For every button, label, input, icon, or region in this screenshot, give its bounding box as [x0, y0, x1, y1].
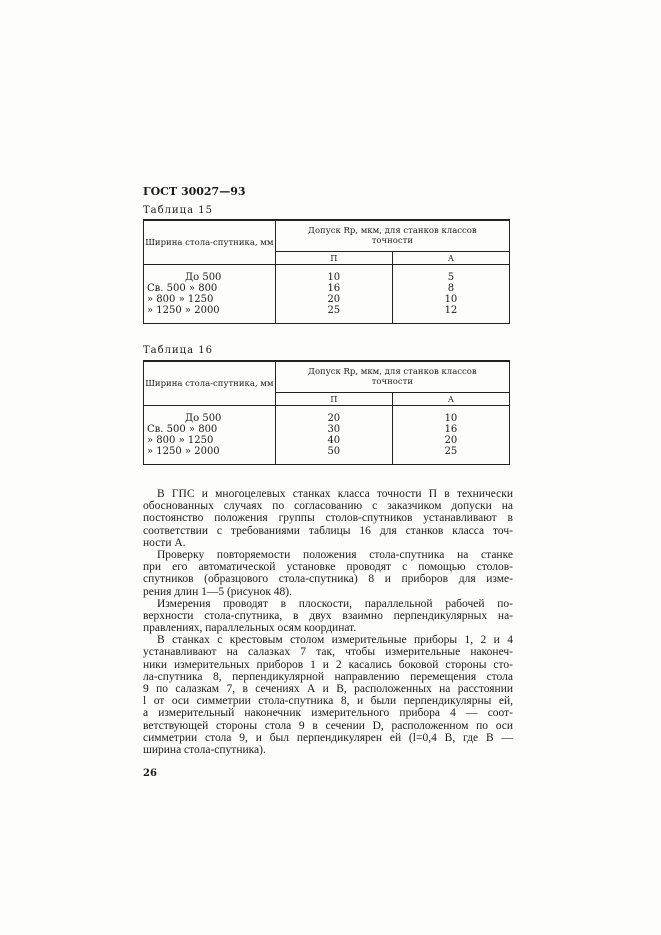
tolerance-p: 20 — [327, 294, 341, 305]
text-line: ники измерительных приборов 1 и 2 касались боковой стороны сто- — [143, 658, 513, 671]
tolerance-p: 16 — [327, 283, 341, 294]
text-line: Измерения проводят в плоскости, параллельной рабочей по- — [157, 597, 513, 610]
page-number: 26 — [143, 768, 157, 779]
text-line: l от оси симметрии стола-спутника 8, и были перпендикулярны ей, — [143, 695, 513, 708]
tolerance-a: 12 — [444, 305, 458, 316]
text-line: правлениях, параллельных осям координат. — [143, 622, 357, 635]
width-range: » 1250 » 2000 — [147, 446, 220, 457]
text-line: при его автоматической установке проводят с помощью столов- — [143, 561, 513, 574]
text-line: ветствующей стороны стола 9 в сечении D, расположенном по оси — [143, 719, 513, 732]
text-line: ширина стола-спутника). — [143, 743, 266, 756]
text-line: спутников (образцового стола-спутника) 8 и приборов для изме- — [143, 573, 513, 586]
tolerance-p: 20 — [327, 413, 341, 424]
column-header-class-p: П — [275, 393, 392, 406]
width-range: До 500 — [185, 272, 222, 283]
text-line: ности А. — [143, 536, 186, 549]
width-range: Св. 500 » 800 — [147, 283, 218, 294]
column-header-width: Ширина стола-спутника, мм — [144, 361, 276, 406]
tolerance-a: 20 — [444, 435, 458, 446]
tolerance-a: 25 — [444, 446, 458, 457]
tolerance-p: 40 — [327, 435, 341, 446]
table-caption: Таблица 16 — [143, 345, 213, 356]
text-line: верхности стола-спутника, в двух взаимно перпендикулярных на- — [143, 609, 513, 622]
tolerance-a: 10 — [444, 413, 458, 424]
tolerance-a: 16 — [444, 424, 458, 435]
tolerance-a: 5 — [447, 272, 455, 283]
text-line: постоянство положения группы столов-спутников устанавливают в — [143, 512, 513, 525]
body-text — [143, 488, 513, 756]
text-line: 9 по салазкам 7, в сечениях А и В, расположенных на расстоянии — [143, 683, 513, 695]
text-line: устанавливают на салазках 7 так, чтобы измерительные наконеч- — [143, 646, 513, 659]
text-line: а измерительный наконечник измерительного прибора 4 — соот- — [143, 707, 513, 720]
tolerance-table — [143, 219, 510, 324]
tolerance-p: 25 — [327, 305, 341, 316]
text-line: В станках с крестовым столом измерительные приборы 1, 2 и 4 — [157, 634, 513, 647]
text-line: Проверку повторяемости положения стола-спутника на станке — [157, 548, 513, 561]
tolerance-p: 50 — [327, 446, 341, 457]
tolerance-p: 10 — [327, 272, 341, 283]
text-line: рения длин 1—5 (рисунок 48). — [143, 585, 292, 598]
width-range: Св. 500 » 800 — [147, 424, 218, 435]
table-caption: Таблица 15 — [143, 205, 213, 216]
column-header-class-a: А — [392, 393, 509, 406]
column-header-tolerance: Допуск Rp, мкм, для станков классов точности — [275, 361, 509, 393]
text-line: обоснованных случаях по согласованию с заказчиком допуски на — [143, 500, 513, 513]
column-header-class-p: П — [275, 252, 392, 265]
width-range: » 1250 » 2000 — [147, 305, 220, 316]
text-line: симметрии стола 9, и был перпендикулярен ей (l=0,4 B, где B — — [143, 731, 513, 744]
tolerance-table — [143, 360, 510, 465]
width-range: » 800 » 1250 — [147, 294, 214, 305]
column-header-tolerance: Допуск Rp, мкм, для станков классов точности — [275, 220, 509, 252]
document-header: ГОСТ 30027—93 — [143, 185, 246, 198]
tolerance-p: 30 — [327, 424, 341, 435]
width-range: » 800 » 1250 — [147, 435, 214, 446]
text-line: ла-спутника 8, перпендикулярной направлению перемещения стола — [143, 670, 513, 683]
text-line: В ГПС и многоцелевых станках класса точности П в технически — [157, 488, 513, 500]
column-header-class-a: А — [392, 252, 509, 265]
width-range: До 500 — [185, 413, 222, 424]
tolerance-a: 10 — [444, 294, 458, 305]
column-header-width: Ширина стола-спутника, мм — [144, 220, 276, 265]
tolerance-a: 8 — [447, 283, 455, 294]
text-line: соответствии с требованиями таблицы 16 для станков класса точ- — [143, 524, 513, 537]
